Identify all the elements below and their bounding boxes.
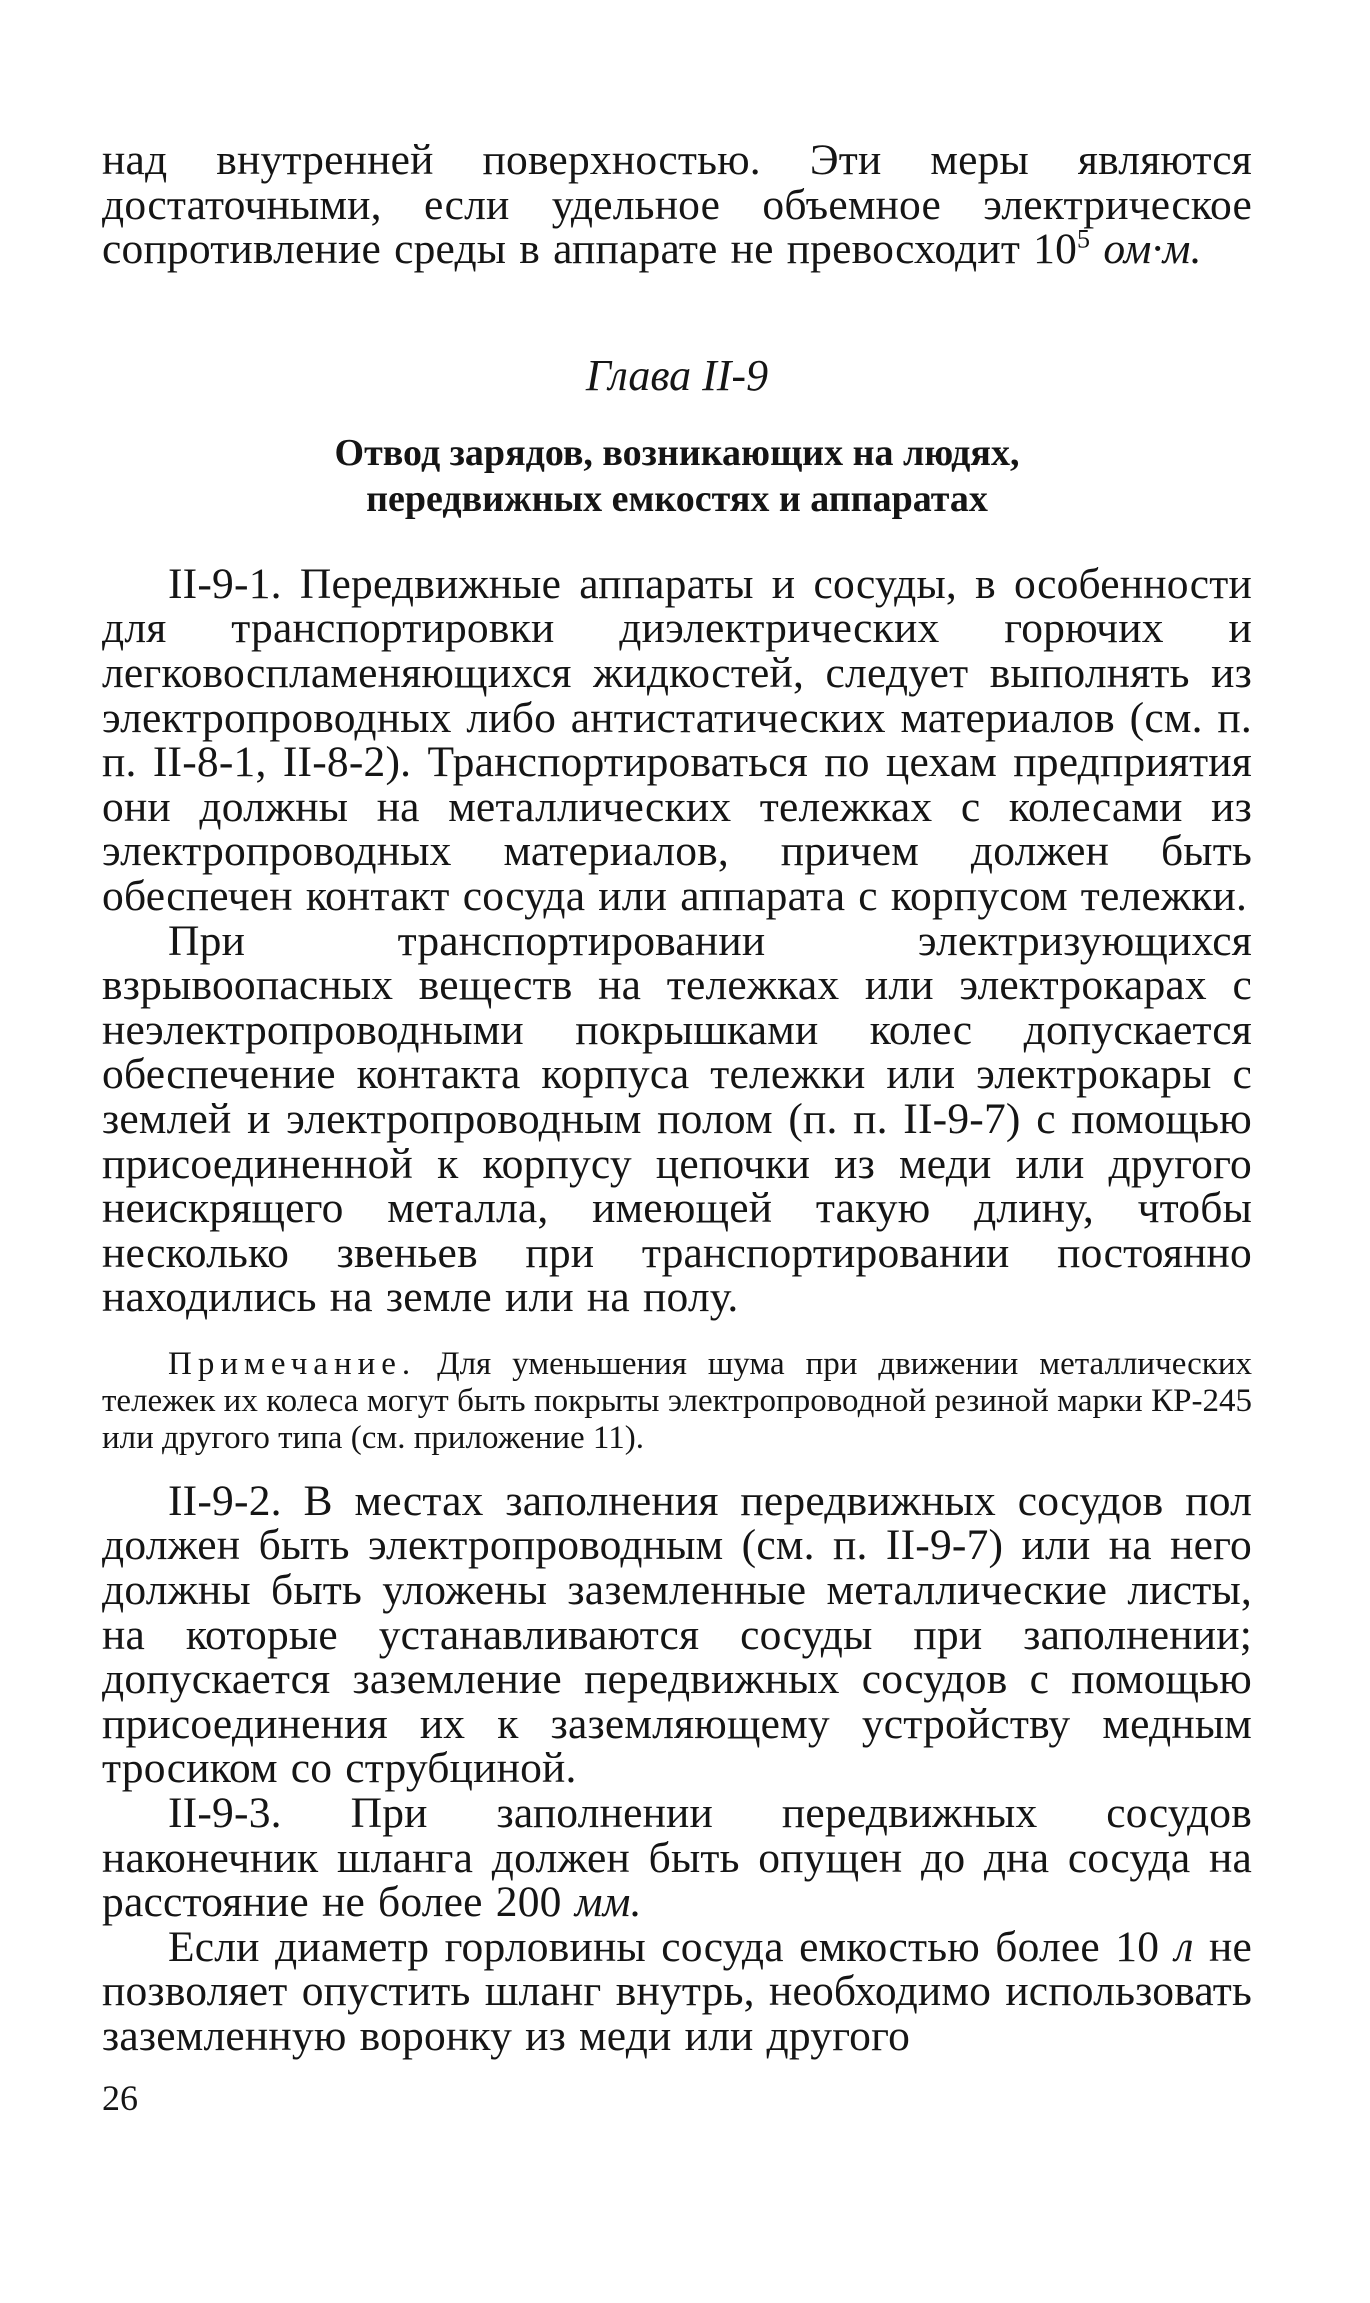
paragraph-funnel-unit: л (1174, 1922, 1194, 1971)
chapter-title-line-1: Отвод зарядов, возникающих на людях, (334, 431, 1020, 474)
intro-unit: ом·м. (1103, 225, 1202, 274)
paragraph-transport: При транспортировании электризующихся взрывоопасных веществ на тележках или электрокарах с неэлектропроводными покрышками колес допускается обеспечение контакта корпуса тележки или электрокары с землей и электропроводным полом (п. п. II-9-7) с помощью присоединенной к корпусу цепочки из меди или другого неискрящего металла, имеющей такую длину, чтобы несколько звеньев при транспортировании постоянно находились на земле или на полу. (102, 916, 1252, 1322)
intro-paragraph (102, 138, 1252, 272)
note-label: Примечание. (168, 1345, 417, 1382)
page-number: 26 (102, 2078, 138, 2118)
paragraph-funnel (102, 1922, 1253, 2060)
paragraph-ii-9-3-unit: мм. (574, 1878, 642, 1927)
paragraph-ii-9-1: II-9-1. Передвижные аппараты и сосуды, в особенности для транспортировки диэлектрических горючих и легковоспламеняющихся жидкостей, следует выполнять из электропроводных либо антистатических материалов (см. п. п. II-8-1, II-8-2). Транспортироваться по цехам предприятия они должны на металлических тележках с колесами из электропроводных материалов, причем должен быть обеспечен контакт сосуда или аппарата с корпусом тележки. (102, 559, 1252, 920)
paragraph-ii-9-3-text: II-9-3. При заполнении передвижных сосудов наконечник шланга должен быть опущен до дна сосуда на расстояние не более 200 (102, 1789, 1252, 1927)
chapter-label: Глава II-9 (585, 350, 769, 400)
paragraph-funnel-rest: не позволяет опустить шланг внутрь, необходимо использовать заземленную воронку из меди или другого (102, 1922, 1253, 2060)
note-paragraph (102, 1346, 1252, 1457)
paragraph-ii-9-3 (102, 1791, 1252, 1925)
paragraph-funnel-text: Если диаметр горловины сосуда емкостью более 10 (168, 1922, 1175, 1971)
note-text: Для уменьшения шума при движении металлических тележек их колеса могут быть покрыты электропроводной резиной марки КР-245 или другого типа (см. приложение 11). (102, 1345, 1252, 1456)
paragraph-ii-9-2: II-9-2. В местах заполнения передвижных сосудов пол должен быть электропроводным (см. п. II-9-7) или на него должны быть уложены заземленные металлические листы, на которые устанавливаются сосуды при заполнении; допускается заземление передвижных сосудов с помощью присоединения их к заземляющему устройству медным тросиком со струбциной. (102, 1476, 1252, 1793)
intro-text: над внутренней поверхностью. Эти меры являются достаточными, если удельное объемное электрическое сопротивление среды в аппарате не превосходит 10 (102, 136, 1252, 274)
intro-exponent: 5 (1077, 224, 1091, 254)
chapter-title-line-2: передвижных емкостях и аппаратах (366, 477, 988, 520)
page-content (102, 138, 1252, 2059)
chapter-title (102, 430, 1252, 522)
